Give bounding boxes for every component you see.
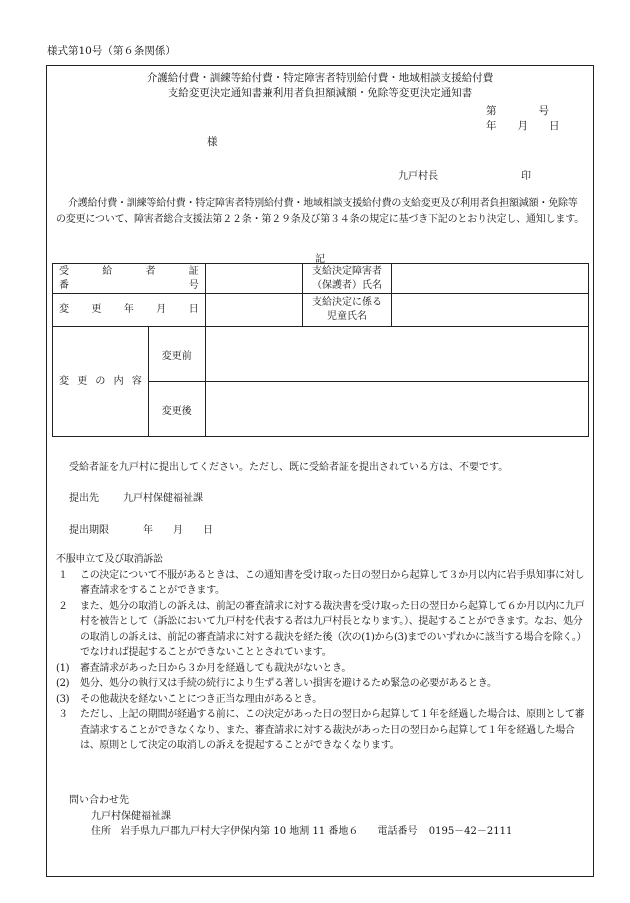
instruction-sub-2 [56, 676, 588, 692]
seal-mark: 印 [521, 171, 531, 182]
holder-label-cell [302, 264, 392, 294]
before-value [205, 327, 588, 382]
issuer-name: 九戸村長 [398, 171, 438, 182]
child-name-value [392, 294, 589, 327]
sub-3-text: その他裁決を経ないことにつき正当な理由があるとき。 [80, 693, 322, 705]
phone-value: 0195－42－2111 [428, 826, 513, 837]
before-label: 変更前 [148, 327, 205, 382]
phone-label: 電話番号 [377, 826, 418, 837]
deadline-label: 提出期限 [69, 525, 109, 536]
change-date-label: 変更年月日 [59, 304, 199, 315]
child-label-cell [302, 294, 392, 327]
instruction-sub-3 [56, 692, 588, 708]
holder-name-value [392, 264, 589, 294]
instruction-2-text: また、処分の取消しの訴えは、前記の審査請求に対する裁決書を受け取った日の翌日から起算して６か月以内に九戸村を被告として（訴訟において九戸村を代表する者は九戸村長となります。）、提起することができます。なお、処分の取消しの訴えは、前記の審査請求に対する裁決を経た後（次の(1)から(3)までのいずれかに該当する場合を除く。）でなければ提起することができないこととされています。 [80, 600, 587, 658]
instruction-3-text: ただし、上記の期間が経過する前に、この決定があった日の翌日から起算して１年を経過した場合は、原則として審査請求することができなくなり、また、審査請求に対する裁決があった日の翌日から起算して１年を経過した場合は、原則として決定の取消しの訴えを提起することができなくなります。 [80, 709, 585, 751]
contact-address-row [69, 824, 512, 840]
document-frame [46, 65, 594, 877]
after-label: 変更後 [148, 382, 205, 437]
instruction-1-text: この決定について不服があるときは、この通知書を受け取った日の翌日から起算して３か月以内に岩手県知事に対し審査請求をすることができます。 [80, 569, 585, 596]
addressee-suffix: 様 [207, 136, 218, 148]
sub-2-text: 処分、処分の執行又は手続の続行により生ずる著しい損害を避けるため緊急の必要があるとき。 [80, 678, 497, 689]
change-content-label-cell [53, 327, 149, 437]
submit-to-value: 九戸村保健福祉課 [123, 493, 203, 504]
cert-number-label-1: 受給者証 [59, 265, 199, 277]
instruction-item-2 [56, 599, 588, 661]
contact-dept: 九戸村保健福祉課 [91, 810, 171, 822]
child-label-2: 児童氏名 [326, 311, 367, 322]
ki-heading: 記 [315, 254, 325, 265]
holder-label-2: （保護者）氏名 [311, 279, 382, 291]
submission-notice: 受給者証を九戸村に提出してください。ただし、既に受給者証を提出されている方は、不要です。 [69, 462, 509, 473]
address-label: 住所 [91, 826, 111, 837]
sub-1-text: 審査請求があった日から３か月を経過しても裁決がないとき。 [80, 662, 352, 674]
instruction-2-number: ２ [58, 600, 68, 612]
child-label-1: 支給決定に係る [311, 297, 382, 308]
submit-to-label: 提出先 [69, 493, 99, 504]
address-value: 岩手県九戸郡九戸村大字伊保内第 10 地割 11 番地６ [120, 826, 359, 837]
instruction-3-number: ３ [58, 709, 68, 720]
sub-2-number: (2) [56, 678, 70, 689]
change-date-value [205, 294, 302, 327]
instruction-1-number: １ [58, 569, 68, 581]
instruction-item-3 [56, 707, 588, 754]
intro-paragraph: 介護給付費・訓練等給付費・特定障害者特別給付費・地域相談支援給付費の支給変更及び利用者負担額減額・免除等の変更について、障害者総合支援法第２２条・第２９条及び第３４条の規定に基づき下記のとおり決定し、通知します。 [56, 198, 584, 225]
change-content-label: 変更の内容 [59, 375, 142, 387]
cert-number-label-cell [53, 264, 206, 294]
deadline-value: 年 月 日 [143, 525, 213, 536]
form-number: 様式第10号（第６条関係） [47, 45, 176, 57]
instruction-item-1 [56, 568, 588, 599]
contact-block [69, 793, 512, 840]
instruction-sub-1 [56, 661, 588, 677]
cert-number-label-2: 番号 [59, 279, 199, 291]
document-title-line2: 支給変更決定通知書兼利用者負担額減額・免除等変更決定通知書 [167, 87, 473, 99]
decision-table [52, 263, 589, 437]
sub-1-number: (1) [56, 662, 70, 674]
holder-label-1: 支給決定障害者 [311, 265, 382, 277]
after-value [205, 382, 588, 437]
cert-number-value [205, 264, 302, 294]
change-date-label-cell [53, 294, 206, 327]
contact-heading: 問い合わせ先 [69, 795, 129, 806]
issue-date: 年 月 日 [486, 120, 560, 132]
document-title-line1: 介護給付費・訓練等給付費・特定障害者特別給付費・地域相談支援給付費 [146, 72, 494, 84]
document-number: 第 号 [486, 105, 549, 117]
appeal-heading: 不服申立て及び取消訴訟 [56, 554, 163, 565]
sub-3-number: (3) [56, 693, 70, 705]
appeal-instructions [56, 552, 588, 754]
